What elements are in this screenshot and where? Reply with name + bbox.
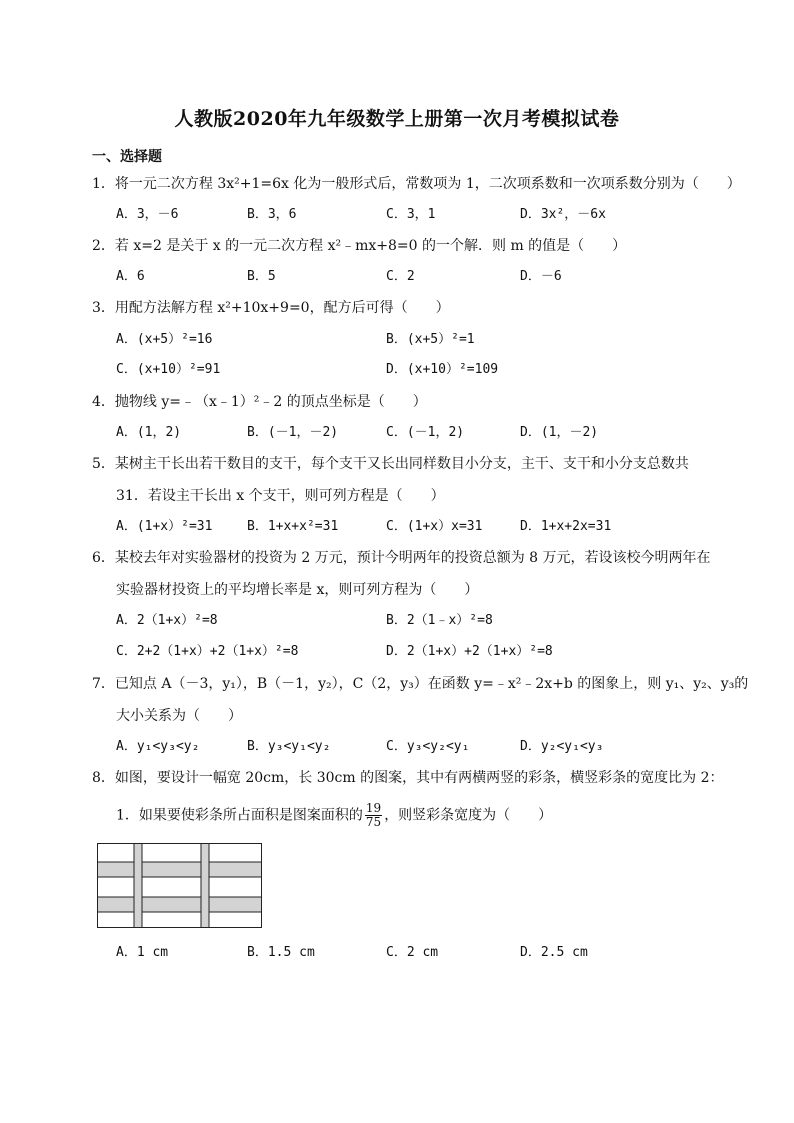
question-6-stem-continued: 实验器材投资上的平均增长率是 x，则可列方程为（ ） (116, 582, 479, 598)
q8-option-c: C．2 cm (386, 945, 439, 960)
horizontal-stripe-bottom (98, 897, 262, 912)
q5-option-a: A．(1+x）²=31 (116, 519, 213, 534)
q7-option-b: B．y₃<y₁<y₂ (247, 739, 331, 754)
question-7-stem: 7．已知点 A（－3，y₁），B（－1，y₂），C（2，y₃）在函数 y=﹣x²﹣2x+b 的图象上，则 y₁、y₂、y₃的 (92, 676, 749, 692)
q3-option-a: A．(x+5）²=16 (116, 332, 213, 347)
q6-option-d: D．2（1+x）+2（1+x）²=8 (386, 644, 553, 659)
q6-option-b: B．2（1﹣x）²=8 (386, 613, 493, 628)
q6-option-a: A．2（1+x）²=8 (116, 613, 218, 628)
stripe-pattern-diagram (97, 843, 263, 929)
question-4-stem: 4．抛物线 y=﹣（x﹣1）²﹣2 的顶点坐标是（ ） (92, 394, 427, 410)
q8-stem-pre: 1．如果要使彩条所占面积是图案面积的 (116, 807, 363, 824)
q2-option-d: D．－6 (520, 269, 562, 284)
q8-option-a: A．1 cm (116, 945, 169, 960)
q7-option-d: D．y₂<y₁<y₃ (520, 739, 604, 754)
q2-option-c: C．2 (386, 269, 415, 284)
q8-option-d: D．2.5 cm (520, 945, 588, 960)
question-8-stem: 8．如图，要设计一幅宽 20cm，长 30cm 的图案，其中有两横两竖的彩条，横竖彩条的宽度比为 2： (92, 770, 724, 786)
q8-option-b: B．1.5 cm (247, 945, 315, 960)
question-8-stem-continued (116, 802, 552, 829)
q5-option-b: B．1+x+x²=31 (247, 519, 339, 534)
section-heading: 一、选择题 (92, 149, 162, 165)
q8-stem-post: ，则竖彩条宽度为（ ） (384, 807, 553, 824)
q7-option-c: C．y₃<y₂<y₁ (386, 739, 470, 754)
q5-option-d: D．1+x+2x=31 (520, 519, 612, 534)
vertical-stripe-left (134, 844, 142, 928)
q3-option-d: D．(x+10）²=109 (386, 362, 499, 377)
stripe-pattern-figure (97, 843, 263, 933)
q4-option-b: B．(－1，－2) (247, 425, 339, 440)
q1-option-d: D．3x²，－6x (520, 207, 606, 222)
question-3-stem: 3．用配方法解方程 x²+10x+9=0，配方后可得（ ） (92, 300, 450, 316)
q1-option-b: B．3，6 (247, 207, 297, 222)
q3-option-b: B．(x+5）²=1 (386, 332, 475, 347)
question-5-stem: 5．某树主干长出若干数目的支干，每个支干又长出同样数目小分支，主干、支干和小分支总数共 (92, 456, 689, 472)
horizontal-stripe-top (98, 862, 262, 877)
q4-option-d: D．(1，－2) (520, 425, 599, 440)
fraction-numerator: 19 (365, 801, 382, 815)
q5-option-c: C．(1+x）x=31 (386, 519, 483, 534)
question-6-stem: 6．某校去年对实验器材的投资为 2 万元，预计今明两年的投资总额为 8 万元，若设该校今明两年在 (92, 550, 711, 566)
question-5-stem-continued: 31．若设主干长出 x 个支干，则可列方程是（ ） (116, 488, 445, 504)
q3-option-c: C．(x+10）²=91 (116, 362, 221, 377)
q1-option-a: A．3，－6 (116, 207, 179, 222)
exam-title: 人教版2020年九年级数学上册第一次月考模拟试卷 (174, 108, 620, 130)
q6-option-c: C．2+2（1+x）+2（1+x）²=8 (116, 644, 299, 659)
pattern-border (98, 844, 262, 928)
q1-option-c: C．3，1 (386, 207, 436, 222)
q7-option-a: A．y₁<y₃<y₂ (116, 739, 200, 754)
question-7-stem-continued: 大小关系为（ ） (116, 708, 242, 724)
fraction-19-75 (365, 802, 382, 829)
question-2-stem: 2．若 x=2 是关于 x 的一元二次方程 x²﹣mx+8=0 的一个解．则 m 的值是（ ） (92, 238, 627, 254)
q4-option-a: A．(1，2) (116, 425, 182, 440)
question-1-stem: 1．将一元二次方程 3x²+1=6x 化为一般形式后，常数项为 1，二次项系数和一次项系数分别为（ ） (92, 176, 741, 192)
q2-option-b: B．5 (247, 269, 276, 284)
fraction-denominator: 75 (365, 815, 382, 829)
q4-option-c: C．(－1，2) (386, 425, 465, 440)
vertical-stripe-right (201, 844, 209, 928)
q2-option-a: A．6 (116, 269, 145, 284)
